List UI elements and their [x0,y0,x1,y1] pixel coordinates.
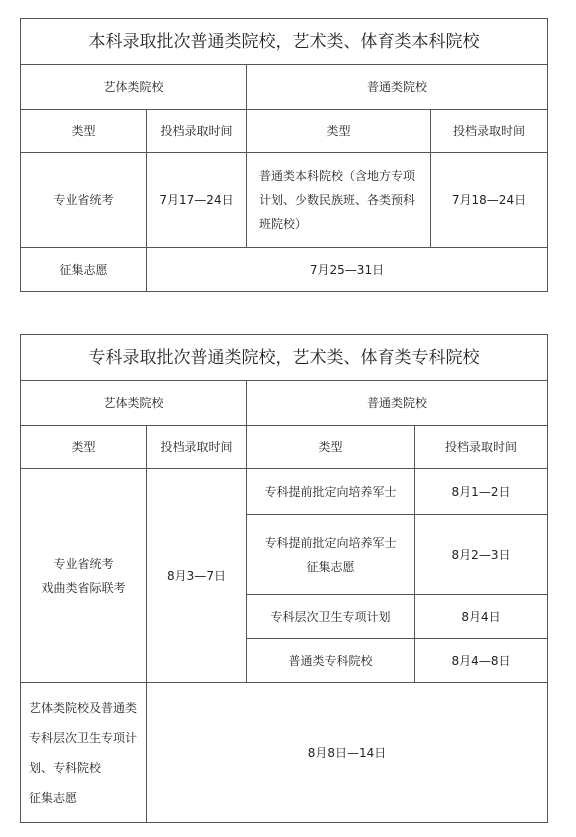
column-header-type: 类型 [21,426,147,469]
table-title: 专科录取批次普通类院校，艺术类、体育类专科院校 [21,335,548,381]
column-header-time: 投档录取时间 [431,110,548,153]
table-cell: 专科提前批定向培养军士 [247,469,415,515]
table-cell: 普通类本科院校（含地方专项计划、少数民族班、各类预科班院校） [247,153,431,248]
table-cell: 7月17—24日 [147,153,247,248]
table-cell: 专科提前批定向培养军士 征集志愿 [247,515,415,595]
undergraduate-schedule-table [20,18,548,292]
column-header-time: 投档录取时间 [415,426,548,469]
table-cell: 征集志愿 [21,248,147,292]
group-header-arts-sports: 艺体类院校 [21,381,247,426]
group-header-general: 普通类院校 [247,381,548,426]
table-cell: 8月3—7日 [147,469,247,683]
column-header-type: 类型 [21,110,147,153]
group-header-general: 普通类院校 [247,65,548,110]
table-title: 本科录取批次普通类院校，艺术类、体育类本科院校 [21,19,548,65]
table-cell: 专业省统考 [21,153,147,248]
table-cell: 7月18—24日 [431,153,548,248]
column-header-type: 类型 [247,426,415,469]
table-cell: 7月25—31日 [147,248,548,292]
column-header-time: 投档录取时间 [147,426,247,469]
table-cell: 专业省统考 戏曲类省际联考 [21,469,147,683]
table-cell: 8月8日—14日 [147,683,548,823]
table-cell: 8月1—2日 [415,469,548,515]
column-header-type: 类型 [247,110,431,153]
table-cell: 普通类专科院校 [247,639,415,683]
column-header-time: 投档录取时间 [147,110,247,153]
table-cell: 8月2—3日 [415,515,548,595]
junior-college-schedule-table [20,334,548,823]
table-cell: 专科层次卫生专项计划 [247,595,415,639]
table-cell: 艺体类院校及普通类专科层次卫生专项计划、专科院校 征集志愿 [21,683,147,823]
group-header-arts-sports: 艺体类院校 [21,65,247,110]
table-cell: 8月4日 [415,595,548,639]
table-cell: 8月4—8日 [415,639,548,683]
